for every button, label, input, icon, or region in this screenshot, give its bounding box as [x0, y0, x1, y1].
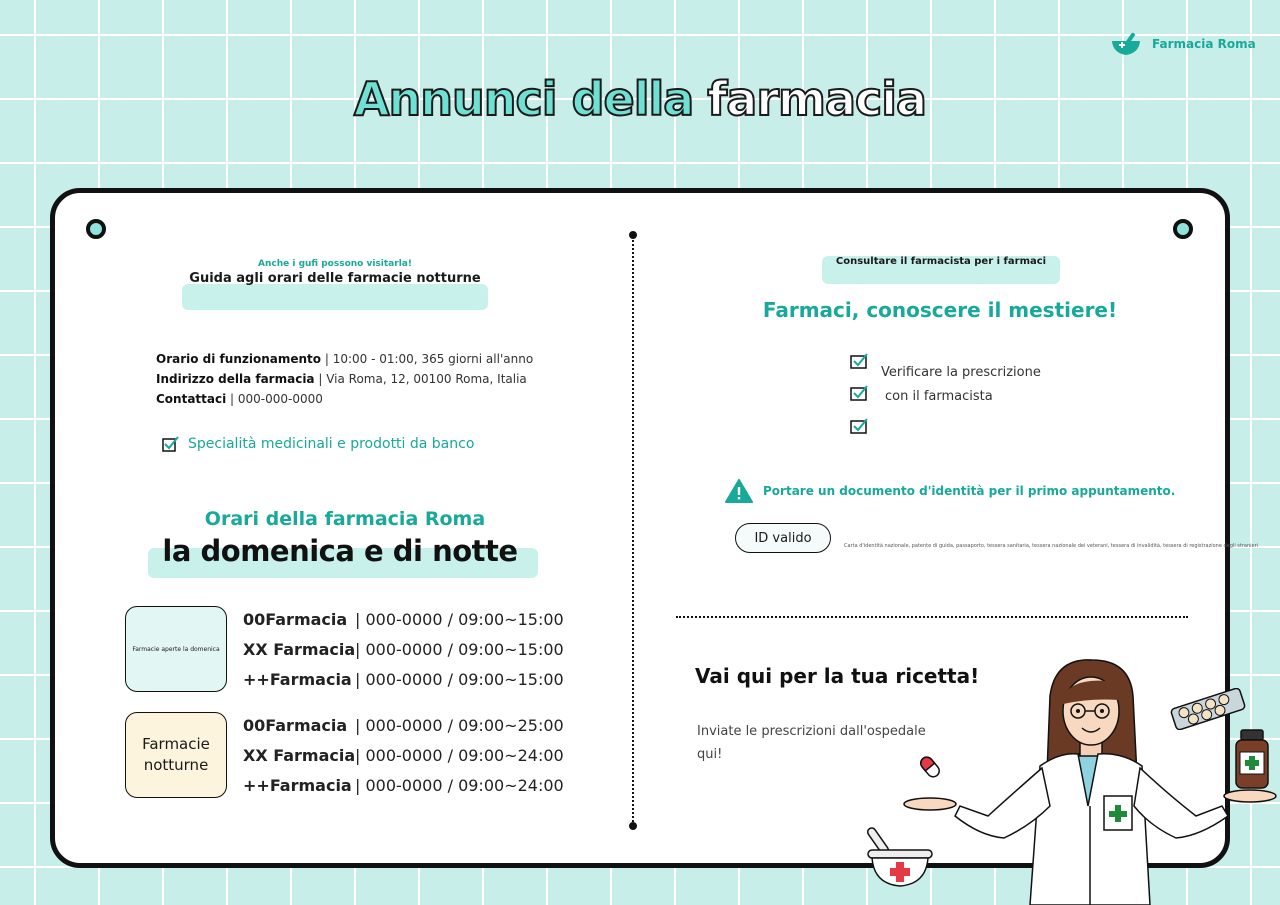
sunday-card: Farmacie aperte la domenica — [125, 606, 227, 692]
list-item: ++Farmacia | 000-0000 / 09:00~15:00 — [243, 670, 564, 689]
divider-dot-top — [629, 231, 637, 239]
prescription-text-1: Inviate le prescrizioni dall'ospedale — [697, 724, 926, 739]
list-item: XX Farmacia| 000-0000 / 09:00~24:00 — [243, 746, 564, 765]
pin-left — [86, 219, 106, 239]
divider-dot-bottom — [629, 822, 637, 830]
medicine-title: Farmaci, conoscere il mestiere! — [762, 298, 1118, 322]
check-line-2: con il farmacista — [885, 389, 993, 404]
pharmacy-info — [156, 349, 616, 409]
checkbox-checked-icon — [162, 436, 180, 452]
info-address: Indirizzo della farmacia | Via Roma, 12, 00100 Roma, Italia — [156, 372, 527, 386]
page-title-part2: farmacia — [707, 72, 927, 126]
night-list — [243, 711, 564, 801]
checkbox-checked-icon — [850, 353, 868, 369]
hours-section-title: Orari della farmacia Roma — [204, 508, 486, 530]
vertical-divider — [632, 236, 634, 826]
list-item: XX Farmacia| 000-0000 / 09:00~15:00 — [243, 640, 564, 659]
pin-right — [1173, 219, 1193, 239]
night-guide-title: Guida agli orari delle farmacie notturne — [189, 271, 481, 286]
check-line-1: Verificare la prescrizione — [881, 365, 1041, 380]
list-item: 00Farmacia | 000-0000 / 09:00~25:00 — [243, 716, 564, 735]
warning-icon — [725, 479, 753, 503]
horizontal-divider — [676, 616, 1188, 618]
info-hours: Orario di funzionamento | 10:00 - 01:00, 365 giorni all'anno — [156, 352, 534, 366]
prescription-text-2: qui! — [697, 747, 723, 762]
specialty-line — [162, 436, 474, 452]
night-card: Farmacie notturne — [125, 712, 227, 798]
page-title-part1: Annunci della — [353, 72, 694, 126]
info-contact: Contattaci | 000-000-0000 — [156, 392, 323, 406]
id-warning — [725, 479, 1175, 503]
consult-tagline: Consultare il farmacista per i farmaci — [835, 256, 1047, 267]
specialty-text: Specialità medicinali e prodotti da banco — [188, 436, 475, 452]
owl-tagline: Anche i gufi possono visitarla! — [258, 259, 412, 269]
checkbox-checked-icon — [850, 385, 868, 401]
brand-name: Farmacia Roma — [1152, 37, 1256, 51]
page-title — [0, 72, 1280, 126]
id-valid-badge: ID valido — [735, 523, 831, 553]
prescription-title: Vai qui per la tua ricetta! — [695, 664, 980, 688]
mortar-pestle-icon — [1110, 31, 1142, 57]
warning-text: Portare un documento d'identità per il primo appuntamento. — [763, 484, 1176, 498]
sunday-list — [243, 605, 564, 695]
subtitle-highlight — [182, 284, 488, 310]
hours-section-subtitle: la domenica e di notte — [162, 534, 518, 568]
list-item: ++Farmacia | 000-0000 / 09:00~24:00 — [243, 776, 564, 795]
id-documents-note: Carta d'identità nazionale, patente di guida, passaporto, tessera sanitaria, tessera nazionale dei veterani, tessera di invalidità, tessera di registrazione degli stranieri — [844, 543, 1259, 549]
pharmacist-illustration — [900, 656, 1280, 905]
list-item: 00Farmacia | 000-0000 / 09:00~15:00 — [243, 610, 564, 629]
checkbox-checked-icon — [850, 418, 868, 434]
brand — [1110, 30, 1256, 58]
